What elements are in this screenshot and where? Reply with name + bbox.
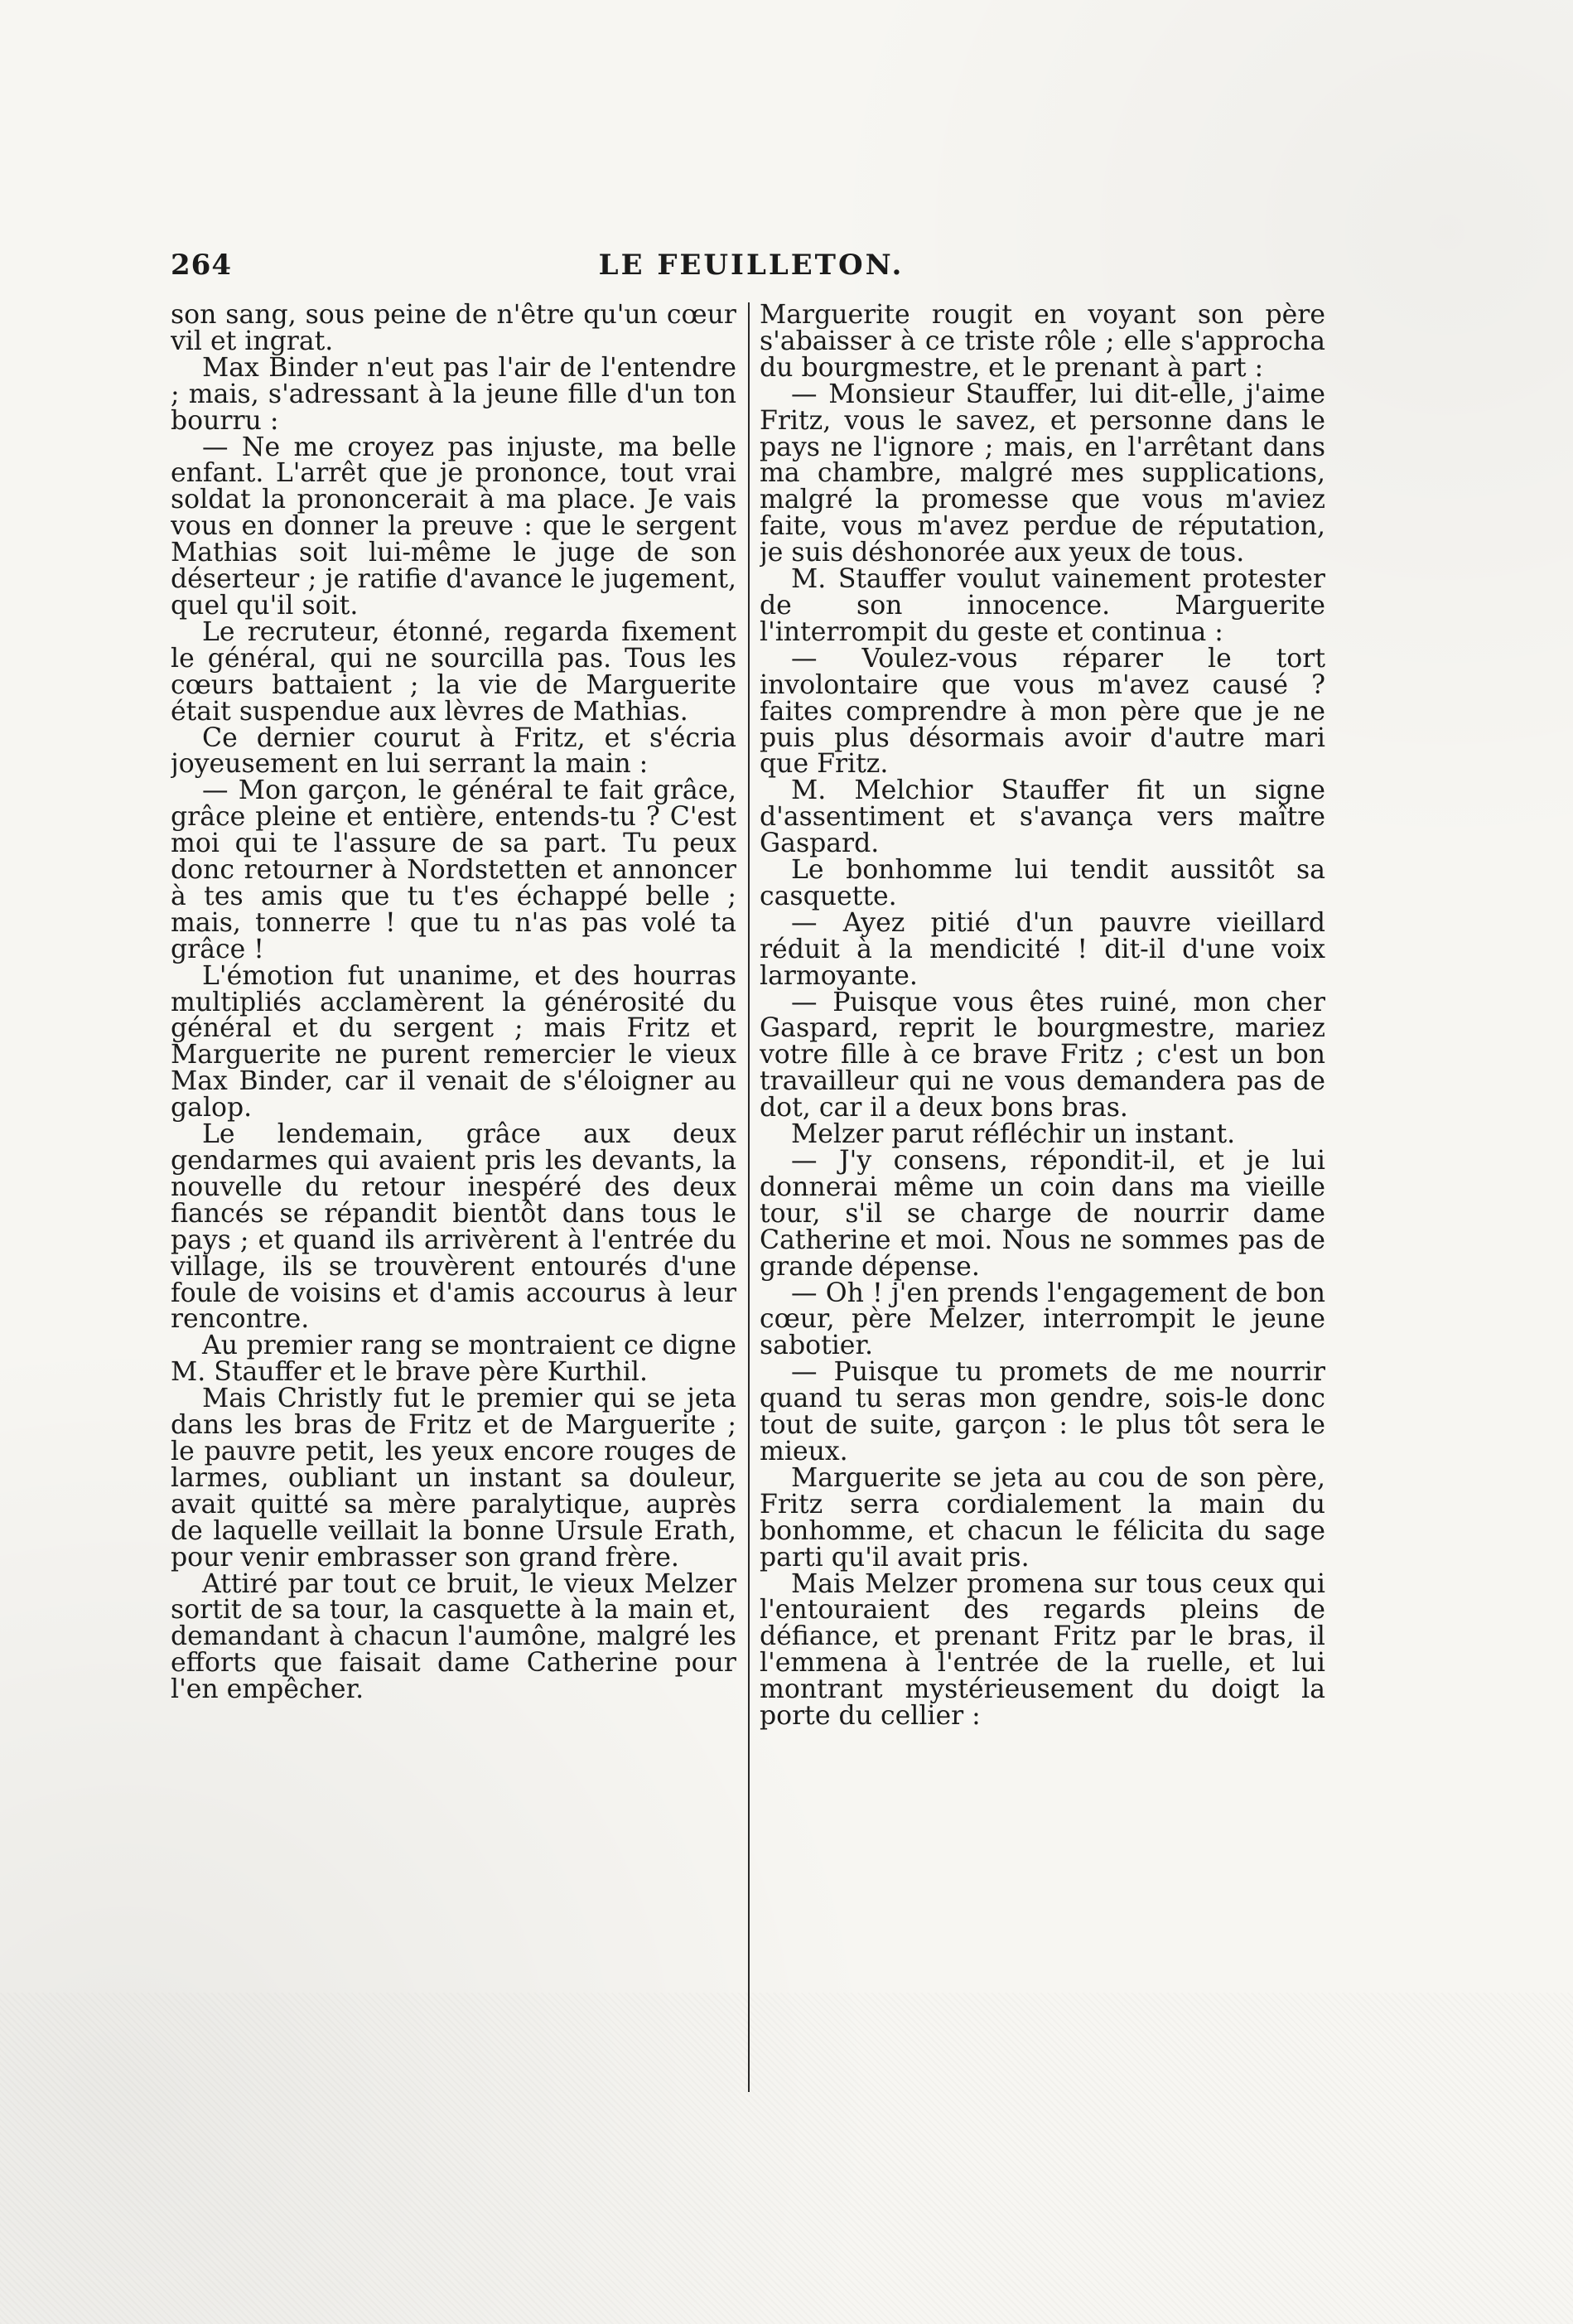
right-paragraph: — Voulez-vous réparer le tort involontaire que vous m'avez causé ? faites comprendre à mon père que je ne puis plus désormais avoir d'autre mari que Fritz. [760,643,1325,780]
right-paragraph: — J'y consens, répondit-il, et je lui donnerai même un coin dans ma vieille tour, s'il se charge de nourrir dame Catherine et moi. Nous ne sommes pas de grande dépense. [760,1146,1325,1282]
page-number: 264 [171,249,232,282]
left-paragraph: Le lendemain, grâce aux deux gendarmes qui avaient pris les devants, la nouvelle du retour inespéré des deux fiancés se répandit bientôt dans tous le pays ; et quand ils arrivèrent à l'entrée du village, ils se trouvèrent entourés d'une foule de voisins et d'amis accourus à leur rencontre. [171,1119,736,1335]
running-title: LE FEUILLETON. [598,249,905,282]
right-paragraph: Le bonhomme lui tendit aussitôt sa casquette. [760,855,1325,911]
right-paragraph: — Ayez pitié d'un pauvre vieillard réduit à la mendicité ! dit-il d'une voix larmoyante. [760,907,1325,991]
text-columns [171,302,1332,2092]
left-paragraph: Mais Christly fut le premier qui se jeta dans les bras de Fritz et de Marguerite ; le pauvre petit, les yeux encore rouges de larmes, oubliant un instant sa douleur, avait quitté sa mère paralytique, auprès de laquelle veillait la bonne Ursule Erath, pour venir embrasser son grand frère. [171,1384,736,1573]
left-paragraph: — Ne me croyez pas injuste, ma belle enfant. L'arrêt que je prononce, tout vrai soldat la prononcerait à ma place. Je vais vous en donner la preuve : que le sergent Mathias soit lui-même le juge de son déserteur ; je ratifie d'avance le jugement, quel qu'il soit. [171,432,736,621]
left-paragraph: son sang, sous peine de n'être qu'un cœur vil et ingrat. [171,302,736,356]
right-paragraph: Marguerite se jeta au cou de son père, Fritz serra cordialement la main du bonhomme, et chacun le félicita du sage parti qu'il avait pris. [760,1462,1325,1573]
right-paragraph: M. Stauffer voulut vainement protester de son innocence. Marguerite l'interrompit du geste et continua : [760,564,1325,647]
left-paragraph: Le recruteur, étonné, regarda fixement le général, qui ne sourcilla pas. Tous les cœurs battaient ; la vie de Marguerite était suspendue aux lèvres de Mathias. [171,616,736,727]
left-paragraph: Max Binder n'eut pas l'air de l'entendre ; mais, s'adressant à la jeune fille d'un ton bourru : [171,352,736,436]
left-paragraph: Attiré par tout ce bruit, le vieux Melzer sortit de sa tour, la casquette à la main et, demandant à chacun l'aumône, malgré les efforts que faisait dame Catherine pour l'en empêcher. [171,1568,736,1705]
page-header [171,249,1332,298]
left-column [171,302,736,2092]
right-paragraph: — Puisque vous êtes ruiné, mon cher Gaspard, reprit le bourgmestre, mariez votre fille à ce brave Fritz ; c'est un bon travailleur qui ne vous demandera pas de dot, car il a deux bons bras. [760,987,1325,1123]
left-paragraph: — Mon garçon, le général te fait grâce, grâce pleine et entière, entends-tu ? C'est moi qui te l'assure de sa part. Tu peux donc retourner à Nordstetten et annoncer à tes amis que tu t'es échappé belle ; mais, tonnerre ! que tu n'as pas volé ta grâce ! [171,775,736,964]
right-paragraph: Mais Melzer promena sur tous ceux qui l'entouraient des regards pleins de défiance, et prenant Fritz par le bras, il l'emmena à l'entrée de la ruelle, et lui montrant mystérieusement du doigt la porte du cellier : [760,1568,1325,1732]
left-paragraph: L'émotion fut unanime, et des hourras multipliés acclamèrent la générosité du général et du sergent ; mais Fritz et Marguerite ne purent remercier le vieux Max Binder, car il venait de s'éloigner au galop. [171,960,736,1123]
right-paragraph: — Oh ! j'en prends l'engagement de bon cœur, père Melzer, interrompit le jeune sabotier. [760,1278,1325,1361]
left-paragraph: Ce dernier courut à Fritz, et s'écria joyeusement en lui serrant la main : [171,722,736,780]
right-paragraph: Marguerite rougit en voyant son père s'abaisser à ce triste rôle ; elle s'approcha du bourgmestre, et le prenant à part : [760,302,1325,383]
right-paragraph: M. Melchior Stauffer fit un signe d'assentiment et s'avança vers maître Gaspard. [760,775,1325,859]
right-paragraph: Melzer parut réfléchir un instant. [791,1119,1236,1150]
right-column [760,302,1325,2092]
right-paragraph: — Monsieur Stauffer, lui dit-elle, j'aime Fritz, vous le savez, et personne dans le pays ne l'ignore ; mais, en l'arrêtant dans ma chambre, malgré mes supplications, malgré la promesse que vous m'aviez faite, vous m'avez perdue de réputation, je suis déshonorée aux yeux de tous. [760,379,1325,568]
column-divider [748,302,750,2092]
left-paragraph: Au premier rang se montraient ce digne M. Stauffer et le brave père Kurthil. [171,1331,736,1388]
right-paragraph: — Puisque tu promets de me nourrir quand tu seras mon gendre, sois-le donc tout de suite, garçon : le plus tôt sera le mieux. [760,1357,1325,1466]
